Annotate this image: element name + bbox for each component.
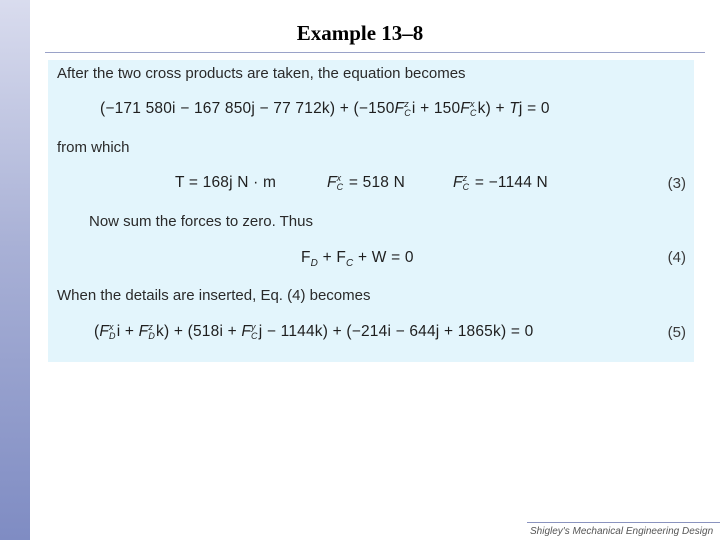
equation-number-3: (3) xyxy=(667,175,686,192)
fcx-result: F x C = 518 N xyxy=(327,173,406,192)
footer-caption: Shigley's Mechanical Engineering Design xyxy=(530,526,714,537)
details-inserted-text: When the details are inserted, Eq. (4) becomes xyxy=(57,287,371,304)
cross-product-equation: (−171 580i − 167 850j − 77 712k) + (−150F z C i + 150F x C k) + Tj = 0 xyxy=(100,99,550,118)
equation-number-4: (4) xyxy=(667,249,686,266)
fcz-result: F z C = −1144 N xyxy=(453,173,548,192)
sum-forces-text: Now sum the forces to zero. Thus xyxy=(89,213,313,230)
left-accent-bar xyxy=(0,0,30,540)
title-rule xyxy=(45,52,705,53)
eq1-part1: (−171 580i − 167 850j − 77 712k) + (−150 xyxy=(100,100,395,118)
footer-rule xyxy=(527,522,720,523)
force-sum-equation: $F_D + F_C + W = 0$ xyxy=(301,249,414,270)
intro-text: After the two cross products are taken, the equation becomes xyxy=(57,65,466,82)
torque-result: T = 168j N · m xyxy=(175,174,277,191)
eq1-part3: k) + xyxy=(477,100,510,118)
expanded-force-equation: (F x D i + F z D k) + (518i + F y C j − 1144k) + (−214i − 644j + 1865k) = 0 xyxy=(94,322,534,341)
eq1-part2: i + 150 xyxy=(411,100,461,118)
eq1-part4: j = 0 xyxy=(518,100,550,118)
equation-number-5: (5) xyxy=(667,324,686,341)
equation-panel xyxy=(48,60,694,362)
from-which-text: from which xyxy=(57,139,130,156)
slide-title: Example 13–8 xyxy=(296,21,424,45)
